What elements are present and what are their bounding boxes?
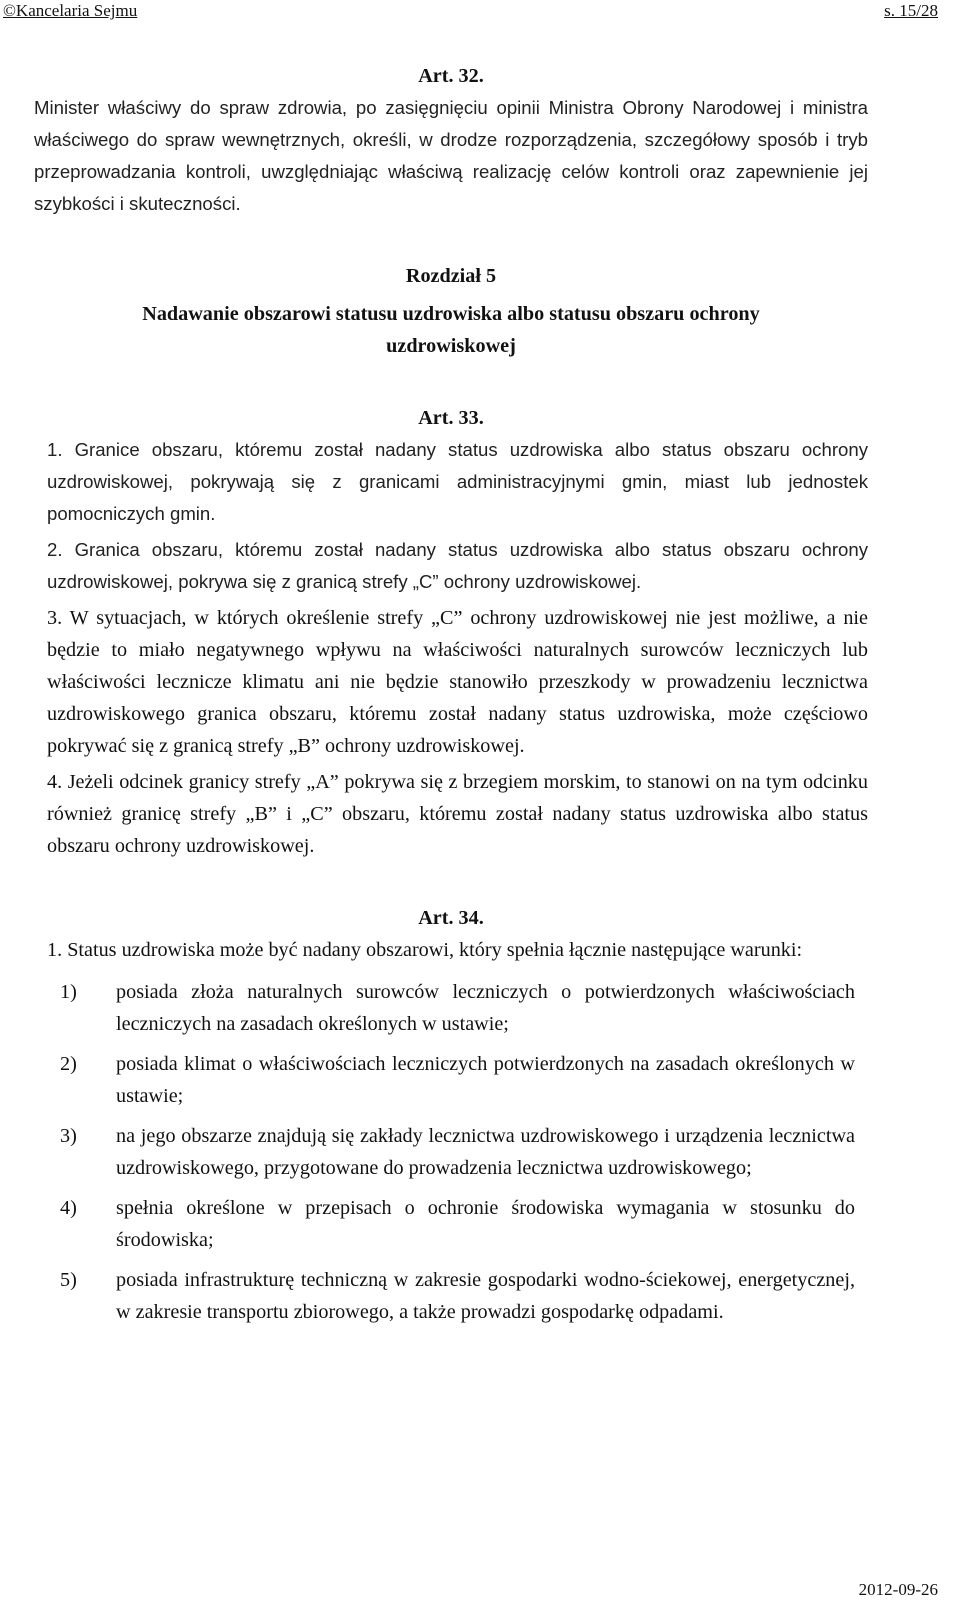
source-label: ©Kancelaria Sejmu [3, 1, 138, 20]
chapter-label: Rozdział 5 [405, 265, 497, 287]
list-item-number: 5) [60, 1269, 77, 1291]
list-item [60, 1048, 855, 1112]
list-item-text: posiada klimat o właściwościach leczniczych potwierdzonych na zasadach określonych w ustawie; [116, 1053, 855, 1107]
page-number: s. 15/28 [884, 1, 938, 20]
list-item [60, 1192, 855, 1256]
article-33-section-4: 4. Jeżeli odcinek granicy strefy „A” pokrywa się z brzegiem morskim, to stanowi on na tym odcinku również granicę strefy „B” i „C” obszaru, któremu został nadany status uzdrowiska albo status obszaru ochrony uzdrowiskowej. [47, 771, 868, 857]
document-body [34, 60, 868, 1336]
list-item-number: 1) [60, 981, 77, 1003]
article-33-section-1: 1. Granice obszaru, któremu został nadany status uzdrowiska albo status obszaru ochrony uzdrowiskowej, pokrywają się z granicami administracyjnymi gmin, miast lub jednostek pomocniczych gmin. [47, 439, 868, 524]
list-item-number: 2) [60, 1053, 77, 1075]
list-item-number: 4) [60, 1197, 77, 1219]
article-34-intro: 1. Status uzdrowiska może być nadany obszarowi, który spełnia łącznie następujące warunki: [47, 939, 803, 961]
list-item [60, 1264, 855, 1328]
page-footer-date: 2012-09-26 [858, 1580, 938, 1599]
list-item-text: spełnia określone w przepisach o ochronie środowiska wymagania w stosunku do środowiska; [116, 1197, 855, 1251]
article-32-title: Art. 32. [418, 65, 484, 87]
chapter-title: Nadawanie obszarowi statusu uzdrowiska albo statusu obszaru ochrony uzdrowiskowej [142, 303, 760, 357]
list-item-text: posiada złoża naturalnych surowców leczniczych o potwierdzonych właściwościach leczniczych na zasadach określonych w ustawie; [116, 981, 855, 1035]
list-item-text: na jego obszarze znajdują się zakłady lecznictwa uzdrowiskowego i urządzenia lecznictwa uzdrowiskowego, przygotowane do prowadzenia lecznictwa uzdrowiskowego; [116, 1125, 855, 1179]
article-33-title: Art. 33. [418, 407, 484, 429]
article-32-text: Minister właściwy do spraw zdrowia, po zasięgnięciu opinii Ministra Obrony Narodowej i ministra właściwego do spraw wewnętrznych, określi, w drodze rozporządzenia, szczegółowy sposób i tryb przeprowadzania kontroli, uwzględniając właściwą realizację celów kontroli oraz zapewnienie jej szybkości i skuteczności. [34, 97, 868, 214]
page-header [0, 0, 960, 24]
list-item [60, 976, 855, 1040]
article-34-title: Art. 34. [418, 907, 484, 929]
article-33-section-2: 2. Granica obszaru, któremu został nadany status uzdrowiska albo status obszaru ochrony uzdrowiskowej, pokrywa się z granicą strefy „C” ochrony uzdrowiskowej. [47, 539, 868, 592]
list-item-text: posiada infrastrukturę techniczną w zakresie gospodarki wodno-ściekowej, energetycznej, w zakresie transportu zbiorowego, a także prowadzi gospodarkę odpadami. [116, 1269, 855, 1323]
list-item [60, 1120, 855, 1184]
list-item-number: 3) [60, 1125, 77, 1147]
article-33-section-3: 3. W sytuacjach, w których określenie strefy „C” ochrony uzdrowiskowej nie jest możliwe, a nie będzie to miało negatywnego wpływu na właściwości naturalnych surowców leczniczych lub właściwości lecznicze klimatu ani nie będzie stanowiło przeszkody w prowadzeniu lecznictwa uzdrowiskowego granica obszaru, któremu został nadany status uzdrowiska, może częściowo pokrywać się z granicą strefy „B” ochrony uzdrowiskowej. [47, 607, 868, 757]
